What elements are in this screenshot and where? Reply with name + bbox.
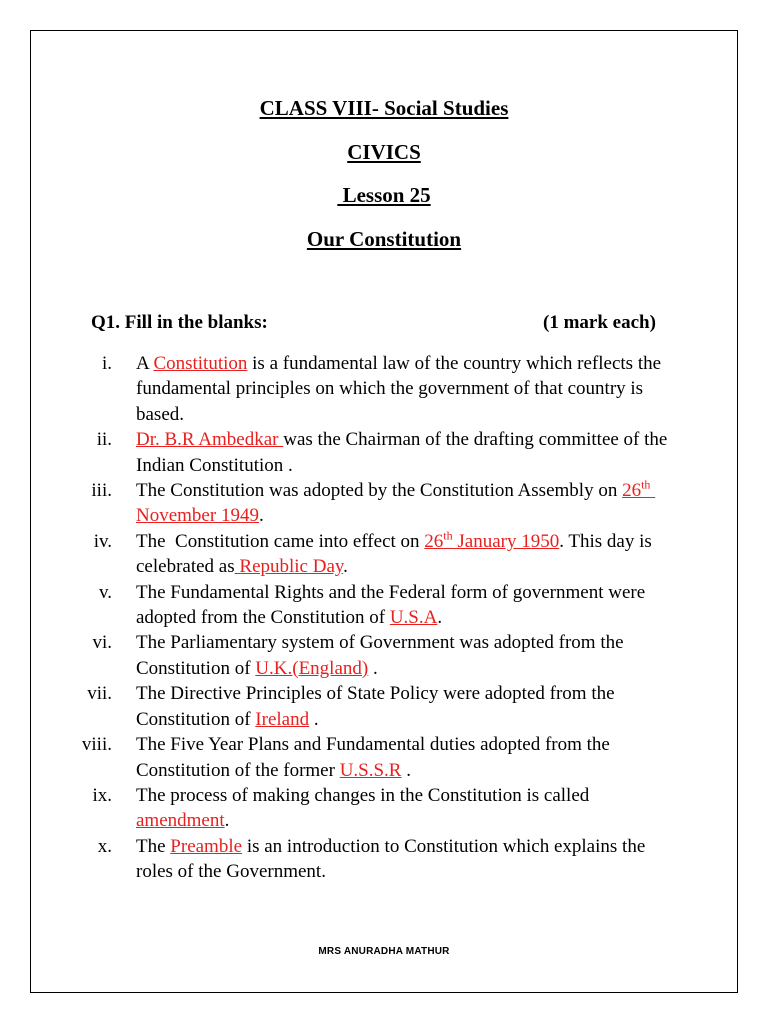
item-text: The Five Year Plans and Fundamental duties adopted from the Constitution of the former	[136, 734, 615, 781]
list-item	[0, 529, 768, 580]
list-item	[0, 681, 768, 732]
list-item	[0, 783, 768, 834]
list-item	[0, 351, 768, 427]
answer-day: 26	[622, 480, 642, 502]
lesson-title: Our Constitution	[306, 227, 462, 251]
list-item	[0, 580, 768, 631]
item-text: . This day is celebrated as	[136, 530, 657, 578]
item-text: A	[136, 353, 154, 374]
answer-superscript: th	[443, 528, 453, 543]
item-text: .	[401, 759, 411, 781]
item-text: The process of making changes in the Constitution is called	[136, 784, 595, 806]
list-item	[0, 834, 768, 885]
item-number: i.	[101, 353, 112, 374]
answer-blank: U.S.S.R	[339, 759, 402, 781]
item-number: v.	[98, 581, 112, 603]
item-text: The Parliamentary system of Government was adopted from the Constitution of	[136, 632, 629, 679]
item-text: was the Chairman of the drafting committee of the Indian Constitution .	[136, 429, 673, 476]
item-text: is a fundamental law of the country which reflects the fundamental principles on which the government of that country is based.	[136, 353, 666, 425]
lesson-heading: Lesson 25	[337, 183, 431, 207]
item-number: ii.	[96, 429, 112, 451]
list-item	[0, 732, 768, 783]
answer-day: 26	[424, 530, 444, 552]
item-text: The Directive Principles of State Policy were adopted from the Constitution of	[136, 683, 620, 730]
item-number: vi.	[92, 632, 112, 654]
item-number: ix.	[92, 784, 112, 806]
item-text: .	[437, 607, 443, 629]
fill-in-blanks-list	[0, 351, 768, 885]
answer-month-year: November 1949	[136, 480, 656, 527]
item-text: The Fundamental Rights and the Federal form of government were adopted from the Constitution of	[136, 581, 650, 629]
item-number: vii.	[87, 683, 112, 705]
answer-blank	[424, 528, 560, 552]
subject-heading: CIVICS	[347, 140, 421, 164]
list-item	[0, 478, 768, 529]
question-title: Q1. Fill in the blanks:	[91, 312, 268, 333]
item-number: iii.	[91, 480, 112, 502]
item-number: x.	[97, 835, 112, 857]
list-item	[0, 630, 768, 681]
list-item	[0, 427, 768, 478]
item-text: The Constitution was adopted by the Constitution Assembly on	[136, 480, 623, 502]
item-text: The Constitution came into effect on	[136, 530, 425, 552]
item-text: .	[368, 657, 378, 679]
answer-blank: U.S.A	[389, 607, 438, 629]
answer-blank: U.K.(England)	[255, 657, 369, 679]
item-text: .	[224, 810, 230, 832]
answer-blank: Republic Day	[234, 556, 344, 578]
item-text: is an introduction to Constitution which explains the roles of the Government.	[136, 835, 650, 883]
class-heading: CLASS VIII- Social Studies	[259, 96, 509, 120]
item-number: iv.	[93, 530, 112, 552]
item-text: .	[309, 708, 319, 730]
question-marks: (1 mark each)	[543, 312, 656, 333]
answer-superscript: th	[641, 477, 651, 492]
item-text: The	[136, 835, 171, 857]
answer-blank: Dr. B.R Ambedkar	[136, 429, 284, 451]
answer-blank: Ireland	[255, 708, 310, 730]
answer-month-year: January 1950	[452, 530, 560, 552]
answer-blank: Preamble	[170, 835, 243, 857]
answer-blank: Constitution	[153, 353, 248, 374]
answer-blank: amendment	[136, 810, 225, 832]
item-text: .	[343, 556, 348, 578]
author-footer: MRS ANURADHA MATHUR	[318, 946, 450, 957]
item-text: .	[258, 505, 264, 527]
item-number: viii.	[81, 734, 112, 756]
